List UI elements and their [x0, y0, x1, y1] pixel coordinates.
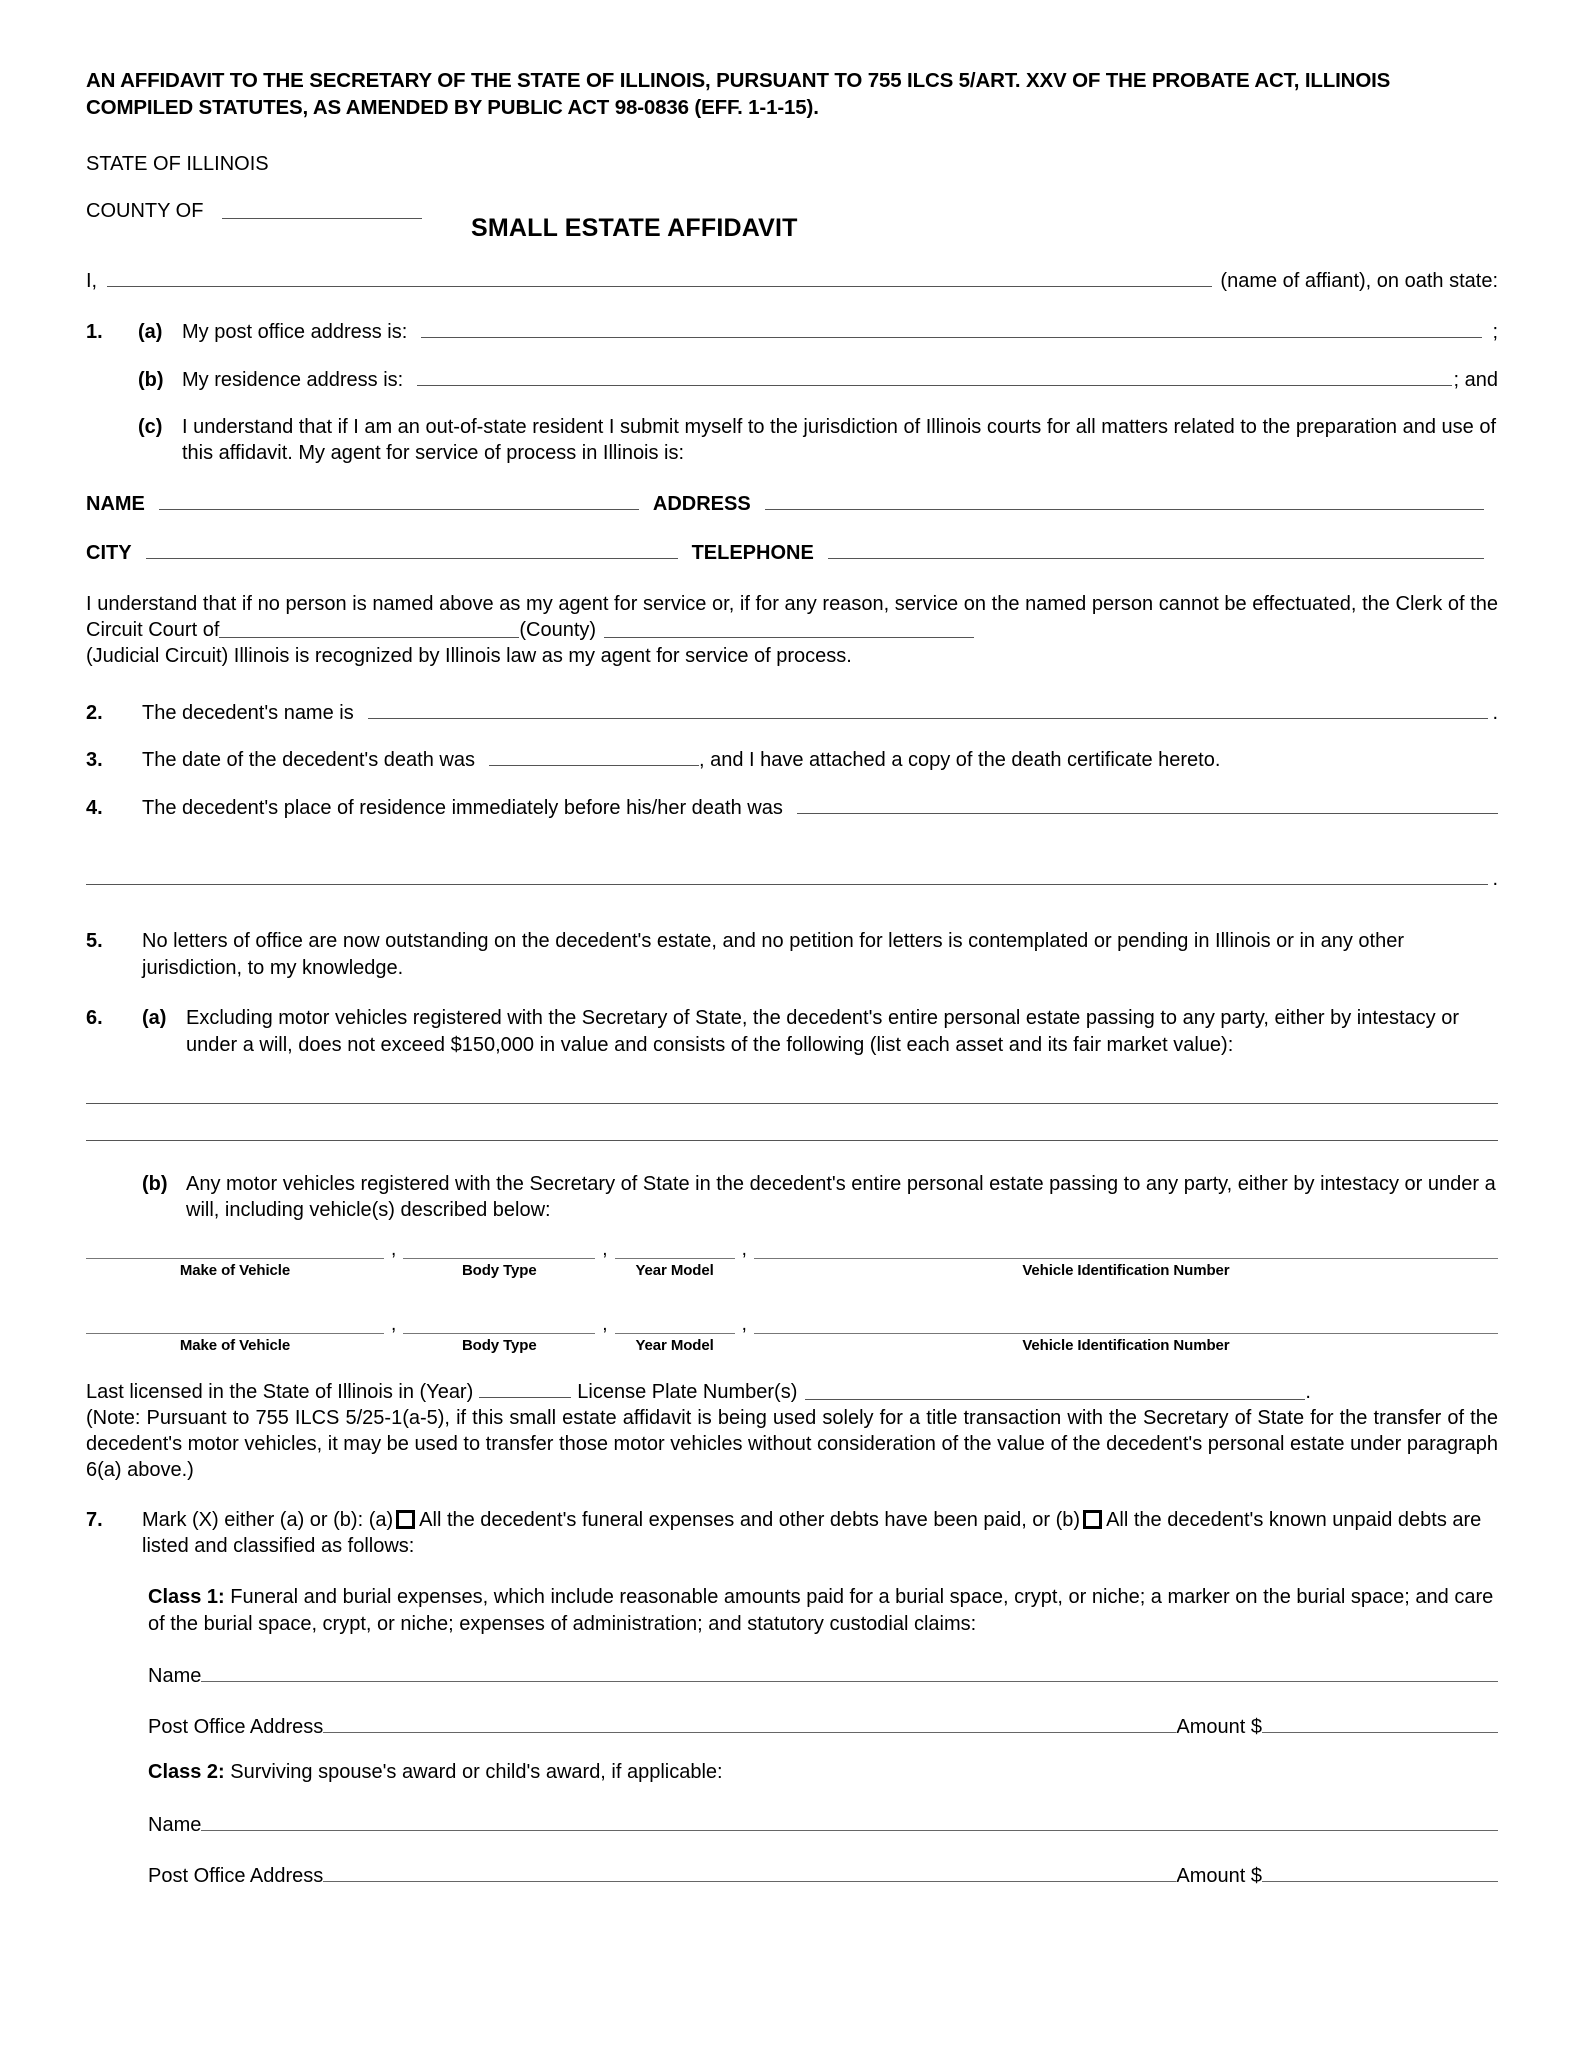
- vehicle-1-sep-2: ,: [602, 1238, 608, 1260]
- license-line-tail: .: [1305, 1380, 1311, 1403]
- agent-telephone-label: TELEPHONE: [691, 541, 814, 564]
- agent-city-telephone-row: [86, 542, 1498, 565]
- item-4-row: [86, 794, 1498, 822]
- clerk-paragraph-part2: (Judicial Circuit) Illinois is recognized by Illinois law as my agent for service of process.: [86, 644, 852, 667]
- vehicle-1-sep-1: ,: [391, 1238, 397, 1260]
- vehicle-2-sep-1: ,: [391, 1313, 397, 1335]
- item-7-body: [142, 1507, 1498, 1560]
- item-6b-text: Any motor vehicles registered with the Secretary of State in the decedent's entire personal estate passing to any party, either by intestacy or under a will, including vehicle(s) described below:: [186, 1172, 1496, 1222]
- class-2-address-row: [148, 1861, 1498, 1888]
- item-7-option-b-text: All the decedent's known unpaid debts are listed and classified as follows:: [142, 1508, 1482, 1558]
- item-1b-text: My residence address is:: [182, 369, 404, 392]
- affiant-name-input[interactable]: [107, 271, 1212, 287]
- item-3-text: The date of the decedent's death was: [142, 749, 475, 772]
- item-1c-text: I understand that if I am an out-of-state resident I submit myself to the jurisdiction of Illinois courts for all matters related to the preparation and use of this affidavit. My agent for service of process in Illinois is:: [182, 415, 1496, 465]
- class-1-address-label: Post Office Address: [148, 1716, 324, 1739]
- item-1b-row: [86, 366, 1498, 394]
- agent-city-input[interactable]: [146, 542, 678, 559]
- item-5-number: 5.: [86, 930, 103, 953]
- class-1-address-input[interactable]: [323, 1712, 1176, 1733]
- item-2-text: The decedent's name is: [142, 701, 354, 724]
- vehicle-column-make: Make of Vehicle: [179, 1261, 291, 1279]
- item-4-number: 4.: [86, 797, 103, 820]
- item-3-row: [86, 746, 1498, 774]
- vehicle-2-sep-3: ,: [741, 1313, 747, 1335]
- item-3-tail: , and I have attached a copy of the death certificate hereto.: [698, 749, 1221, 772]
- class-2-amount-label: Amount $: [1176, 1864, 1262, 1887]
- item-6-number: 6.: [86, 1007, 103, 1030]
- item-2-tail: .: [1492, 701, 1498, 724]
- clerk-circuit-input[interactable]: [604, 618, 974, 638]
- post-office-address-input[interactable]: [421, 318, 1482, 338]
- class-1-amount-input[interactable]: [1262, 1712, 1498, 1733]
- item-1b-label: (b): [138, 369, 164, 392]
- agent-address-input[interactable]: [765, 493, 1484, 510]
- class-2-block: [148, 1759, 1498, 1786]
- item-7-number: 7.: [86, 1508, 103, 1531]
- item-1a-text: My post office address is:: [182, 321, 408, 344]
- license-line: [86, 1378, 1498, 1405]
- vehicle-column-year: Year Model: [635, 1261, 714, 1279]
- item-6b-row: [86, 1171, 1498, 1224]
- item-2-number: 2.: [86, 701, 103, 724]
- item-6a-text: Excluding motor vehicles registered with the Secretary of State, the decedent's entire personal estate passing to any party, either by intestacy or under a will, does not exceed $150,000 in value and consists of the following (list each asset and its fair market value):: [186, 1007, 1460, 1056]
- affiant-prefix: I,: [86, 269, 98, 292]
- residence-address-input[interactable]: [417, 366, 1451, 386]
- class-2-name-label: Name: [148, 1813, 202, 1836]
- document-content: [86, 68, 1498, 1888]
- class-1-name-label: Name: [148, 1665, 202, 1688]
- item-6a-row: [86, 1005, 1498, 1058]
- clerk-paragraph: [86, 591, 1498, 669]
- item-5-row: [86, 928, 1498, 981]
- item-5-text: No letters of office are now outstanding on the decedent's estate, and no petition for letters is contemplated or pending in Illinois or in any other jurisdiction, to my knowledge.: [142, 930, 1405, 979]
- class-2-amount-input[interactable]: [1262, 1861, 1498, 1882]
- class-2-label: Class 2:: [148, 1761, 225, 1784]
- license-line-prefix: Last licensed in the State of Illinois in (Year): [86, 1380, 474, 1403]
- agent-name-address-row: [86, 493, 1498, 516]
- vehicle-column-make-2: Make of Vehicle: [179, 1336, 291, 1354]
- class-1-block: [148, 1584, 1498, 1637]
- item-4-tail: .: [1492, 867, 1498, 890]
- agent-block: [86, 493, 1498, 565]
- decedent-name-input[interactable]: [368, 699, 1489, 719]
- clerk-paragraph-part1: I understand that if no person is named above as my agent for service or, if for any reason, service on the named person cannot be effectuated, the Clerk of the Circuit Court of: [86, 592, 1498, 641]
- item-7-lead: Mark (X) either (a) or (b): (a): [142, 1508, 394, 1531]
- clerk-county-tag: (County): [519, 618, 597, 641]
- vehicle-column-vin-2: Vehicle Identification Number: [1022, 1336, 1230, 1354]
- class-2-name-input[interactable]: [201, 1810, 1498, 1831]
- class-1-name-input[interactable]: [201, 1661, 1498, 1682]
- item-1b-tail: ; and: [1453, 369, 1498, 392]
- vehicle-column-vin: Vehicle Identification Number: [1022, 1261, 1230, 1279]
- decedent-residence-input-2[interactable]: [86, 868, 1488, 884]
- license-year-input[interactable]: [479, 1378, 571, 1398]
- page-title: SMALL ESTATE AFFIDAVIT: [471, 213, 798, 242]
- item-1a-row: [86, 318, 1498, 346]
- vehicle-column-body: Body Type: [461, 1261, 537, 1279]
- vehicle-entry-row-2: [86, 1315, 1498, 1354]
- agent-name-label: NAME: [86, 492, 145, 515]
- county-input-line[interactable]: [222, 203, 422, 219]
- item-6b-label: (b): [142, 1172, 168, 1195]
- class-1-label: Class 1:: [148, 1585, 225, 1608]
- class-2-name-row: [148, 1810, 1498, 1837]
- item-1a-tail: ;: [1492, 321, 1498, 344]
- affiant-row: [86, 268, 1498, 295]
- class-2-address-label: Post Office Address: [148, 1864, 324, 1887]
- class-1-text: Funeral and burial expenses, which include reasonable amounts paid for a burial space, crypt, or niche; a marker on the burial space; and care of the burial space, crypt, or niche; expenses of administration; and statutory custodial claims:: [148, 1585, 1494, 1635]
- vehicle-column-year-2: Year Model: [635, 1336, 714, 1354]
- class-2-address-input[interactable]: [323, 1861, 1176, 1882]
- death-date-input[interactable]: [489, 746, 699, 766]
- item-3-number: 3.: [86, 749, 103, 772]
- vehicle-entry-row-1: [86, 1240, 1498, 1279]
- vehicle-2-sep-2: ,: [602, 1313, 608, 1335]
- document-heading: AN AFFIDAVIT TO THE SECRETARY OF THE STATE OF ILLINOIS, PURSUANT TO 755 ILCS 5/ART. XXV OF THE PROBATE ACT, ILLINOIS COMPILED STATUTES, AS AMENDED BY PUBLIC ACT 98-0836 (EFF. 1-1-15).: [86, 69, 1391, 119]
- agent-address-label: ADDRESS: [652, 492, 751, 515]
- vehicle-column-body-2: Body Type: [461, 1336, 537, 1354]
- item-4-continuation-row: [86, 866, 1498, 893]
- item-1-number: 1.: [86, 321, 103, 344]
- class-2-text: Surviving spouse's award or child's award, if applicable:: [230, 1761, 723, 1784]
- item-1c-row: [86, 414, 1498, 467]
- item-2-row: [86, 699, 1498, 727]
- county-label: COUNTY OF: [86, 199, 204, 222]
- agent-city-label: CITY: [86, 541, 132, 564]
- checkbox-option-b[interactable]: [1083, 1510, 1102, 1529]
- agent-name-input[interactable]: [159, 493, 639, 510]
- license-note: (Note: Pursuant to 755 ILCS 5/25-1(a-5), if this small estate affidavit is being used solely for a title transaction with the Secretary of State for the transfer of the decedent's motor vehicles, it may be used to transfer those motor vehicles without consideration of the value of the decedent's personal estate under paragraph 6(a) above.): [86, 1406, 1498, 1481]
- item-1c-label: (c): [138, 415, 163, 438]
- state-line: STATE OF ILLINOIS: [86, 153, 269, 176]
- affiant-suffix: (name of affiant), on oath state:: [1220, 269, 1498, 292]
- license-plate-input[interactable]: [805, 1380, 1305, 1400]
- checkbox-option-a[interactable]: [396, 1510, 415, 1529]
- item-7-row: [86, 1507, 1498, 1560]
- class-1-name-row: [148, 1661, 1498, 1688]
- class-1-amount-label: Amount $: [1176, 1716, 1262, 1739]
- clerk-county-input[interactable]: [219, 618, 519, 638]
- item-6a-label: (a): [142, 1007, 167, 1030]
- class-1-address-row: [148, 1712, 1498, 1739]
- item-1a-label: (a): [138, 321, 163, 344]
- license-line-mid: License Plate Number(s): [577, 1380, 798, 1403]
- item-4-text: The decedent's place of residence immediately before his/her death was: [142, 797, 783, 820]
- decedent-residence-input[interactable]: [797, 794, 1498, 814]
- agent-telephone-input[interactable]: [828, 542, 1484, 559]
- vehicle-1-sep-3: ,: [741, 1238, 747, 1260]
- item-7-option-a-text: All the decedent's funeral expenses and other debts have been paid, or (b): [419, 1508, 1081, 1531]
